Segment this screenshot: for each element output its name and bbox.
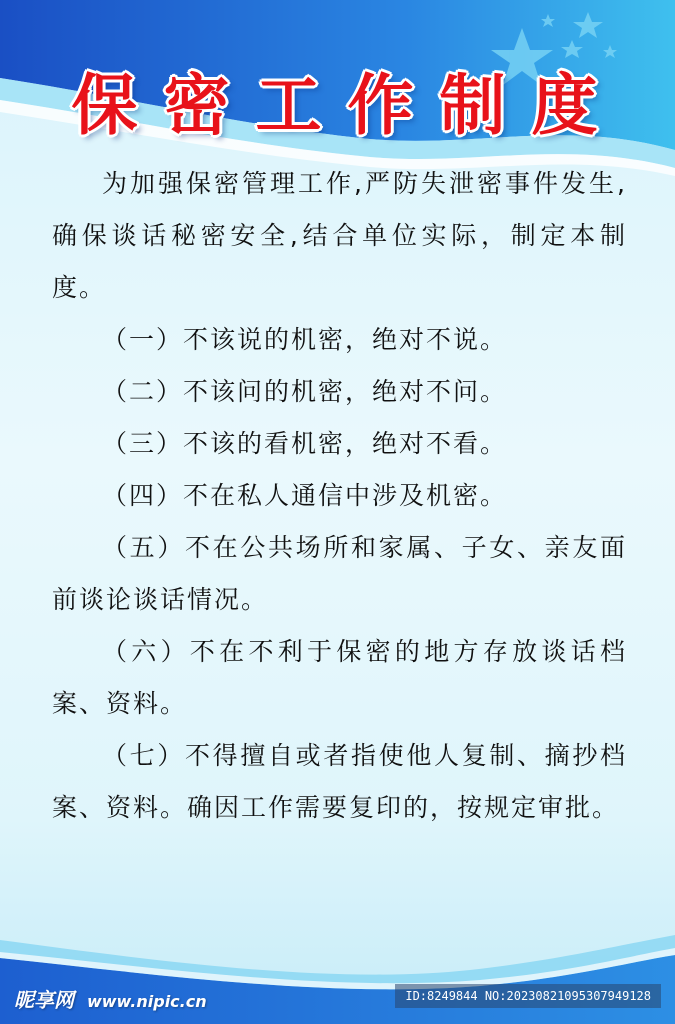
page-title: 保密工作制度 [71, 67, 624, 144]
rule-item-4: （四）不在私人通信中涉及机密。 [102, 481, 508, 510]
rule-item-5: （五）不在公共场所和家属、子女、亲友面前谈论谈话情况。 [52, 533, 627, 614]
intro-paragraph: 为加强保密管理工作,严防失泄密事件发生,确保谈话秘密安全,结合单位实际，制定本制度。 [52, 169, 627, 302]
watermark-logo-text: 昵享网 [14, 988, 74, 1012]
rule-item-2: （二）不该问的机密，绝对不问。 [102, 377, 508, 406]
rule-item-7: （七）不得擅自或者指使他人复制、摘抄档案、资料。确因工作需要复印的，按规定审批。 [52, 741, 627, 822]
watermark-id: ID:8249844 NO:20230821095307949128 [395, 984, 661, 1008]
watermark-logo [14, 984, 207, 1013]
watermark-url: www.nipic.cn [86, 992, 207, 1011]
rule-item-3: （三）不该的看机密，绝对不看。 [102, 429, 508, 458]
regulation-body [52, 158, 627, 834]
rule-item-6: （六）不在不利于保密的地方存放谈话档案、资料。 [52, 637, 627, 718]
rule-item-1: （一）不该说的机密，绝对不说。 [102, 325, 508, 354]
